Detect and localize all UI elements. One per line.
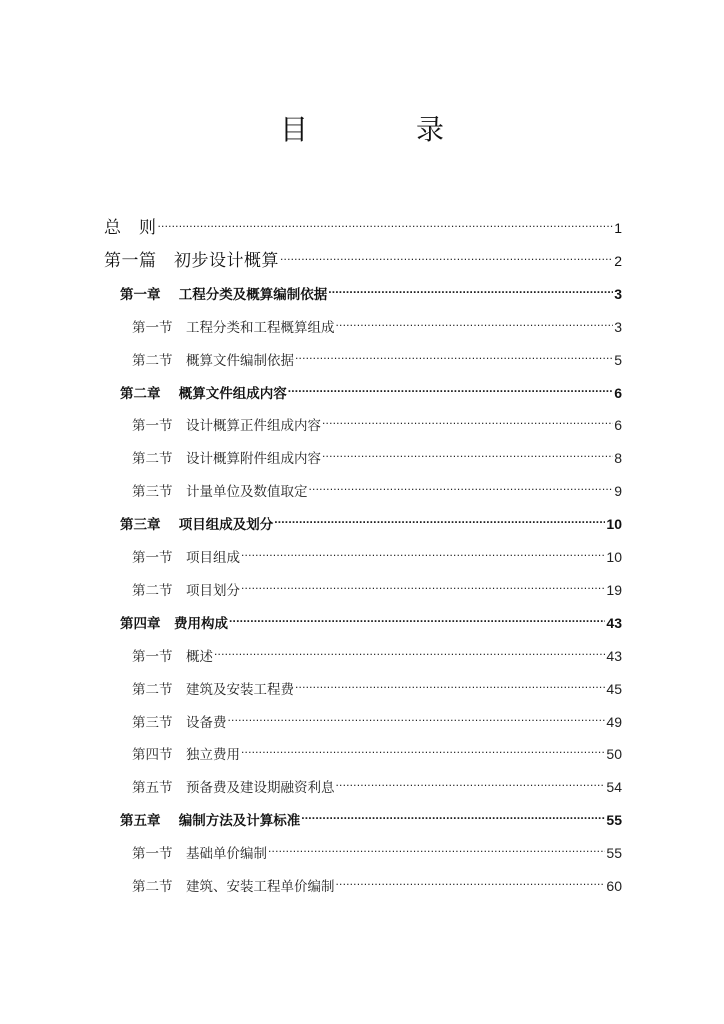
toc-entry-chapter[interactable] [120, 277, 622, 303]
dot-leader [328, 277, 613, 299]
toc-entry-page-number: 6 [614, 385, 622, 401]
dot-leader [158, 211, 614, 233]
toc-entry-title: 第二节 建筑、安装工程单价编制 [132, 879, 335, 895]
toc-entry-title: 第二节 概算文件编制依据 [132, 353, 294, 369]
toc-entry-title: 第三章 项目组成及划分 [120, 517, 274, 533]
toc-entry-title: 第一节 工程分类和工程概算组成 [132, 320, 335, 336]
toc-entry-title: 第一节 项目组成 [132, 550, 240, 566]
toc-entry-section[interactable] [132, 343, 622, 369]
toc-entry-page-number: 5 [614, 352, 622, 368]
toc-entry-page-number: 9 [614, 483, 622, 499]
toc-entry-title: 第五章 编制方法及计算标准 [120, 813, 301, 829]
toc-entry-page-number: 45 [606, 681, 622, 697]
dot-leader [288, 376, 614, 398]
toc-entry-part[interactable] [104, 244, 622, 271]
toc-entry-section[interactable] [132, 869, 622, 895]
toc-entry-page-number: 43 [606, 648, 622, 664]
toc-entry-chapter[interactable] [120, 376, 622, 402]
toc-entry-section[interactable] [132, 408, 622, 434]
toc-entry-title: 第一节 设计概算正件组成内容 [132, 418, 321, 434]
toc-entry-page-number: 10 [606, 549, 622, 565]
toc-entry-page-number: 60 [606, 878, 622, 894]
page-title: 目 录 [279, 113, 484, 146]
toc-entry-title: 第二节 建筑及安装工程费 [132, 682, 294, 698]
dot-leader [322, 441, 613, 463]
toc-entry-page-number: 50 [606, 746, 622, 762]
toc-entry-page-number: 10 [606, 516, 622, 532]
toc-entry-title: 第一章 工程分类及概算编制依据 [120, 287, 328, 303]
toc-entry-page-number: 8 [614, 450, 622, 466]
toc-entry-page-number: 43 [606, 615, 622, 631]
dot-leader [214, 639, 605, 661]
toc-entry-section[interactable] [132, 573, 622, 599]
dot-leader [336, 869, 606, 891]
dot-leader [241, 540, 605, 562]
toc-entry-page-number: 1 [614, 220, 622, 236]
toc-entry-title: 第二节 设计概算附件组成内容 [132, 451, 321, 467]
toc-entry-section[interactable] [132, 770, 622, 796]
toc-entry-title: 第二章 概算文件组成内容 [120, 386, 287, 402]
toc-entry-title: 第一节 基础单价编制 [132, 846, 267, 862]
dot-leader [309, 474, 614, 496]
toc-entry-title: 第二节 项目划分 [132, 583, 240, 599]
toc-entry-section[interactable] [132, 310, 622, 336]
toc-entry-page-number: 2 [614, 253, 622, 269]
dot-leader [229, 606, 605, 628]
dot-leader [241, 737, 605, 759]
toc-entry-page-number: 3 [614, 286, 622, 302]
toc-entry-chapter[interactable] [120, 803, 622, 829]
toc-entry-section[interactable] [132, 705, 622, 731]
toc-entry-title: 第四章 费用构成 [120, 616, 228, 632]
toc-entry-page-number: 49 [606, 714, 622, 730]
toc-entry-part[interactable] [104, 211, 622, 238]
toc-entry-page-number: 3 [614, 319, 622, 335]
dot-leader [268, 836, 605, 858]
toc-entry-chapter[interactable] [120, 507, 622, 533]
dot-leader [228, 705, 606, 727]
dot-leader [280, 244, 613, 266]
toc-entry-title: 第三节 设备费 [132, 715, 227, 731]
dot-leader [241, 573, 605, 595]
toc-entry-section[interactable] [132, 474, 622, 500]
toc-entry-section[interactable] [132, 672, 622, 698]
toc-entry-title: 总 则 [104, 218, 157, 238]
toc-entry-page-number: 55 [606, 845, 622, 861]
toc-entry-section[interactable] [132, 639, 622, 665]
toc-entry-section[interactable] [132, 737, 622, 763]
dot-leader [274, 507, 605, 529]
toc-entry-title: 第四节 独立费用 [132, 747, 240, 763]
toc-entry-section[interactable] [132, 836, 622, 862]
toc-entry-title: 第一节 概述 [132, 649, 213, 665]
toc-entry-page-number: 19 [606, 582, 622, 598]
dot-leader [295, 343, 613, 365]
dot-leader [322, 408, 613, 430]
toc-entry-chapter[interactable] [120, 606, 622, 632]
toc-entry-title: 第一篇 初步设计概算 [104, 251, 279, 271]
toc-entry-section[interactable] [132, 540, 622, 566]
dot-leader [295, 672, 605, 694]
toc-entry-title: 第三节 计量单位及数值取定 [132, 484, 308, 500]
toc-entry-page-number: 55 [606, 812, 622, 828]
dot-leader [301, 803, 605, 825]
dot-leader [336, 770, 606, 792]
toc-entry-title: 第五节 预备费及建设期融资利息 [132, 780, 335, 796]
toc-entry-page-number: 6 [614, 417, 622, 433]
toc-entry-section[interactable] [132, 441, 622, 467]
dot-leader [336, 310, 614, 332]
toc-entry-page-number: 54 [606, 779, 622, 795]
